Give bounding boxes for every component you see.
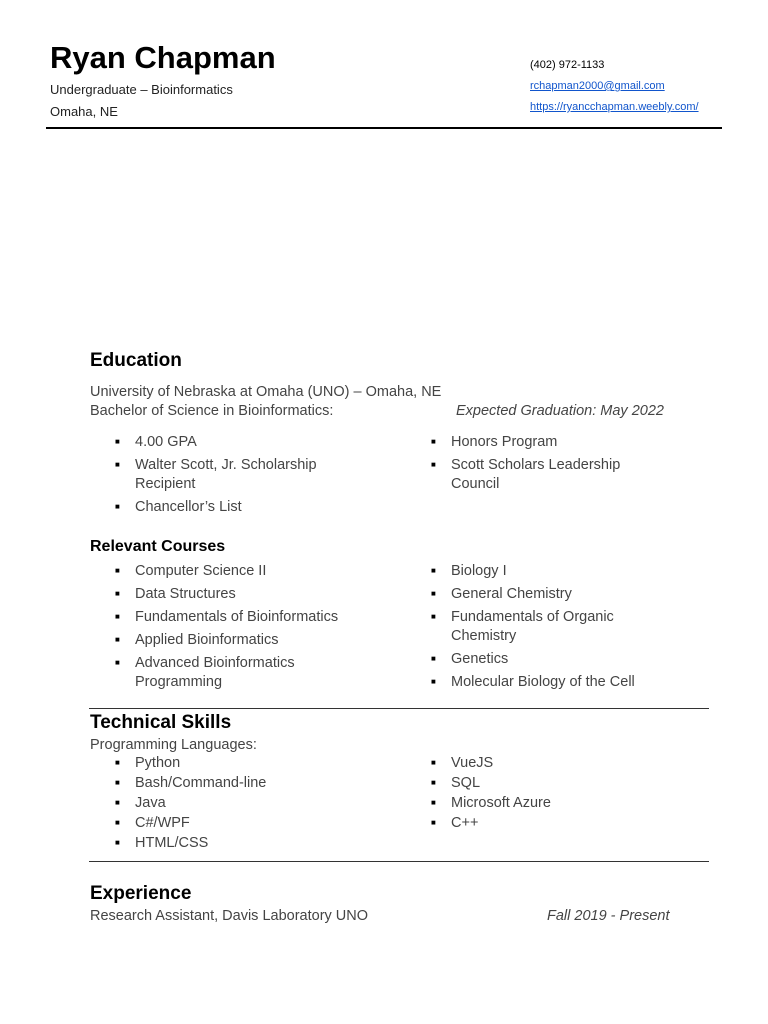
section-divider bbox=[89, 861, 709, 862]
phone-number: (402) 972-1133 bbox=[530, 59, 605, 71]
list-item: ■ Applied Bioinformatics bbox=[90, 631, 338, 650]
list-item: ■ C++ bbox=[406, 814, 551, 833]
list-item: ■ Chancellor’s List bbox=[90, 498, 335, 517]
experience-heading: Experience bbox=[90, 883, 192, 904]
courses-list-right bbox=[406, 562, 651, 692]
skills-list-left bbox=[90, 754, 266, 853]
list-item: ■ Python bbox=[90, 754, 266, 773]
list-item: ■ Genetics bbox=[406, 650, 651, 669]
header-divider bbox=[46, 127, 722, 129]
list-item: ■ HTML/CSS bbox=[90, 834, 266, 853]
list-item: ■ Bash/Command-line bbox=[90, 774, 266, 793]
list-item: ■ VueJS bbox=[406, 754, 551, 773]
degree-name: Bachelor of Science in Bioinformatics: bbox=[90, 403, 334, 419]
list-item: ■ C#/WPF bbox=[90, 814, 266, 833]
list-item: ■ Advanced Bioinformatics Programming bbox=[90, 654, 338, 692]
list-item: ■ Molecular Biology of the Cell bbox=[406, 673, 651, 692]
list-item: ■ General Chemistry bbox=[406, 585, 651, 604]
email-link[interactable]: rchapman2000@gmail.com bbox=[530, 80, 665, 92]
skills-subheading: Programming Languages: bbox=[90, 737, 257, 753]
education-list-right bbox=[406, 433, 641, 494]
list-item: ■ Fundamentals of Organic Chemistry bbox=[406, 608, 651, 646]
experience-dates: Fall 2019 - Present bbox=[547, 908, 670, 924]
skills-list-right bbox=[406, 754, 551, 833]
school-name: University of Nebraska at Omaha (UNO) – Omaha, NE bbox=[90, 384, 442, 400]
list-item: ■ Scott Scholars Leadership Council bbox=[406, 456, 641, 494]
skills-heading: Technical Skills bbox=[90, 712, 232, 733]
list-item: ■ Java bbox=[90, 794, 266, 813]
list-item: ■ Fundamentals of Bioinformatics bbox=[90, 608, 338, 627]
list-item: ■ Biology I bbox=[406, 562, 651, 581]
list-item: ■ 4.00 GPA bbox=[90, 433, 335, 452]
education-list-left bbox=[90, 433, 335, 517]
list-item: ■ Walter Scott, Jr. Scholarship Recipient bbox=[90, 456, 335, 494]
list-item: ■ SQL bbox=[406, 774, 551, 793]
courses-heading: Relevant Courses bbox=[90, 538, 226, 555]
section-divider bbox=[89, 708, 709, 709]
candidate-location: Omaha, NE bbox=[50, 104, 118, 119]
list-item: ■ Computer Science II bbox=[90, 562, 338, 581]
website-link[interactable]: https://ryancchapman.weebly.com/ bbox=[530, 101, 699, 113]
candidate-name: Ryan Chapman bbox=[50, 40, 276, 75]
experience-position: Research Assistant, Davis Laboratory UNO bbox=[90, 908, 369, 924]
courses-list-left bbox=[90, 562, 338, 692]
expected-graduation: Expected Graduation: May 2022 bbox=[456, 403, 664, 419]
education-heading: Education bbox=[90, 350, 182, 371]
candidate-subtitle: Undergraduate – Bioinformatics bbox=[50, 82, 233, 97]
list-item: ■ Data Structures bbox=[90, 585, 338, 604]
list-item: ■ Honors Program bbox=[406, 433, 641, 452]
list-item: ■ Microsoft Azure bbox=[406, 794, 551, 813]
